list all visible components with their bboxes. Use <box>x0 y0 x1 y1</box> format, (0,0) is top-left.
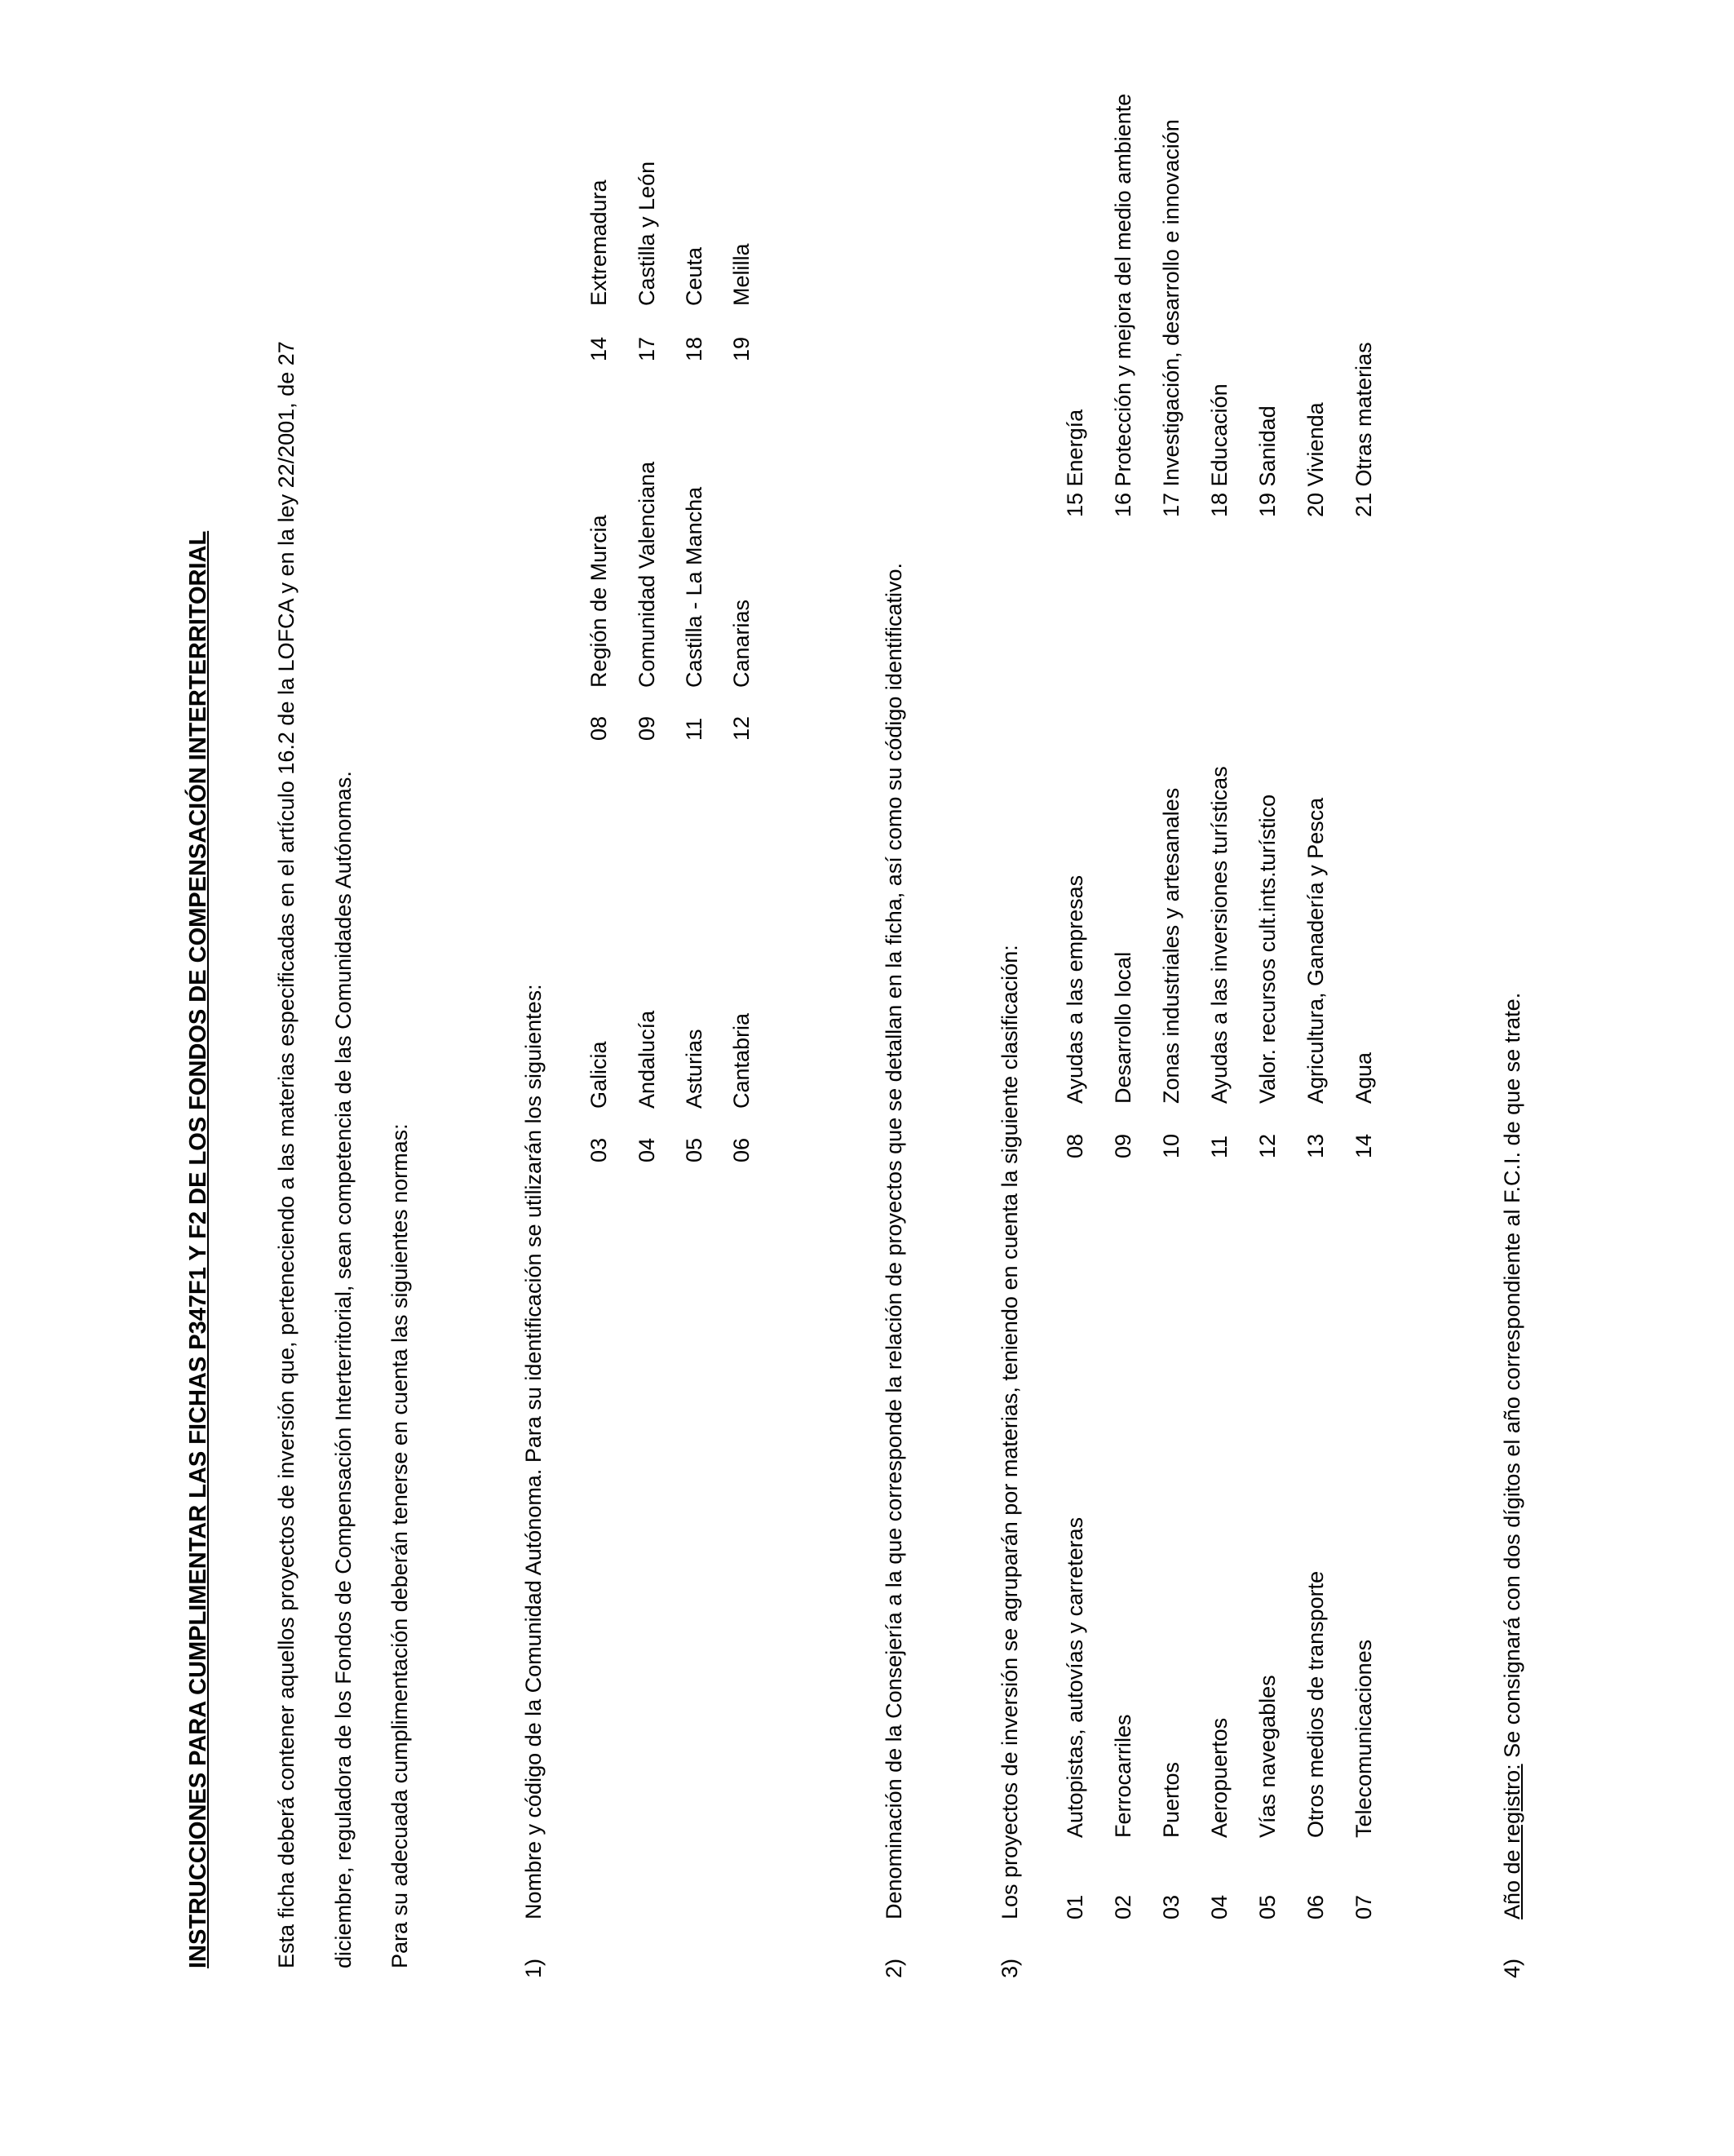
matter-name: Autopistas, autovías y carreteras <box>1063 1516 1087 1838</box>
matter-name: Valor. recursos cult.ints.turístico <box>1255 794 1280 1104</box>
region-name: Galicia <box>586 1041 611 1109</box>
region-name: Extremadura <box>586 179 611 306</box>
section-4-text: Se consignará con dos dígitos el año correspondiente al F.C.I. de que se trate. <box>1500 992 1524 1764</box>
section-1-number: 1) <box>521 1958 546 1978</box>
section-4-number: 4) <box>1500 1958 1524 1978</box>
matter-code: 12 <box>1255 1133 1280 1158</box>
region-code: 04 <box>635 1137 659 1162</box>
matter-item: 19 Sanidad <box>1255 405 1280 517</box>
matter-item: 16 Protección y mejora del medio ambiente <box>1111 93 1135 517</box>
matter-name: Puertos <box>1159 1761 1183 1838</box>
region-name: Canarias <box>729 599 754 688</box>
region-name: Melilla <box>729 243 754 306</box>
matter-name: Desarrollo local <box>1111 951 1135 1104</box>
matter-code: 07 <box>1351 1894 1376 1919</box>
intro-line-2: diciembre, reguladora de los Fondos de Compensación Interterritorial, sean competencia de las Comunidades Autónomas. <box>331 771 356 1968</box>
region-code: 14 <box>586 336 611 361</box>
region-code: 08 <box>586 715 611 741</box>
matter-name: Agua <box>1351 1051 1376 1104</box>
region-code: 05 <box>682 1137 706 1162</box>
region-name: Cantabria <box>729 1012 754 1109</box>
matter-code: 01 <box>1063 1894 1087 1919</box>
region-code: 09 <box>635 715 659 741</box>
region-name: Región de Murcia <box>586 515 611 688</box>
region-code: 18 <box>682 336 706 361</box>
matter-code: 13 <box>1303 1133 1328 1158</box>
matter-name: Otros medios de transporte <box>1303 1570 1328 1838</box>
region-code: 12 <box>729 715 754 741</box>
matter-item: 17 Investigación, desarrollo e innovación <box>1159 119 1183 517</box>
matter-code: 08 <box>1063 1133 1087 1158</box>
section-3-number: 3) <box>997 1958 1022 1978</box>
intro-line-1: Esta ficha deberá contener aquellos proyectos de inversión que, perteneciendo a las materias especificadas en el artículo 16.2 de la LOFCA y en la ley 22/2001, de 27 <box>274 341 299 1968</box>
page-title: INSTRUCCIONES PARA CUMPLIMENTAR LAS FICHAS P347F1 Y F2 DE LOS FONDOS DE COMPENSACIÓN INTERTERRITORIAL <box>185 530 211 1968</box>
matter-item: 20 Vivienda <box>1303 402 1328 517</box>
section-3-text: Los proyectos de inversión se agruparán por materias, teniendo en cuenta la siguiente clasificación: <box>997 945 1022 1919</box>
matter-code: 09 <box>1111 1133 1135 1158</box>
section-4-label: Año de registro: <box>1500 1764 1524 1919</box>
region-code: 19 <box>729 336 754 361</box>
matter-name: Agricultura, Ganadería y Pesca <box>1303 797 1328 1104</box>
region-name: Asturias <box>682 1029 706 1109</box>
matter-name: Ayudas a las inversiones turísticas <box>1207 766 1232 1104</box>
region-code: 11 <box>682 717 706 741</box>
matter-code: 02 <box>1111 1894 1135 1919</box>
matter-code: 14 <box>1351 1133 1376 1158</box>
matter-code: 03 <box>1159 1894 1183 1919</box>
matter-name: Vías navegables <box>1255 1675 1280 1838</box>
matter-name: Telecomunicaciones <box>1351 1639 1376 1838</box>
matter-name: Ferrocarriles <box>1111 1714 1135 1838</box>
norms-intro: Para su adecuada cumplimentación deberán tenerse en cuenta las siguientes normas: <box>387 1123 412 1968</box>
matter-code: 06 <box>1303 1894 1328 1919</box>
matter-item: 15 Energía <box>1063 409 1087 517</box>
matter-item: 18 Educación <box>1207 383 1232 517</box>
section-2-number: 2) <box>882 1958 906 1978</box>
region-name: Ceuta <box>682 246 706 306</box>
section-2-text: Denominación de la Consejería a la que corresponde la relación de proyectos que se detallan en la ficha, así como su código identificativo. <box>882 562 906 1919</box>
section-4-line <box>1499 993 1525 1919</box>
matter-code: 11 <box>1207 1135 1232 1158</box>
matter-name: Ayudas a las empresas <box>1063 874 1087 1104</box>
region-name: Castilla y León <box>635 161 659 306</box>
section-1-text: Nombre y código de la Comunidad Autónoma. Para su identificación se utilizarán los siguientes: <box>521 984 546 1919</box>
region-name: Comunidad Valenciana <box>635 461 659 688</box>
matter-name: Aeropuertos <box>1207 1717 1232 1838</box>
matter-code: 04 <box>1207 1894 1232 1919</box>
matter-item: 21 Otras materias <box>1351 342 1376 517</box>
region-name: Castilla - La Mancha <box>682 486 706 688</box>
region-code: 03 <box>586 1137 611 1162</box>
matter-code: 05 <box>1255 1894 1280 1919</box>
matter-code: 10 <box>1159 1133 1183 1158</box>
region-code: 06 <box>729 1137 754 1162</box>
matter-name: Zonas industriales y artesanales <box>1159 787 1183 1104</box>
region-name: Andalucía <box>635 1010 659 1109</box>
region-code: 17 <box>635 336 659 361</box>
